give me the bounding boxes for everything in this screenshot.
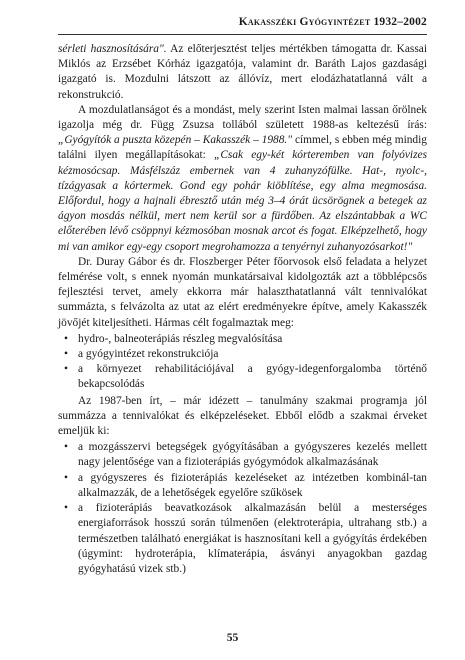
bullet-icon: • [64,441,68,454]
header-rule [58,34,427,35]
running-header [0,10,465,38]
list-item [58,501,427,577]
header-title: Kakasszéki Gyógyintézet 1932–2002 [238,16,427,28]
paragraph-2-text-2: címmel, s ebben még mindig találni ilyen megállapításokat: [58,134,427,162]
paragraph-2-title-quote: „Gyógyítók a puszta közepén – Kakasszék – 1988." [58,134,293,147]
list-item-text: a környezet rehabilitációjával a gyógy-idegenforgalomba történő bekapcsolódás [78,363,427,391]
paragraph-1-text: Az előterjesztést teljes mértékben támogatta dr. Kassai Miklós az Erzsébet Kórház igazgatója, valamint dr. Baráth Lajos gazdasági igazgató is. Mozdulni látszott az állóvíz, mert elodázhatatlanná vált a rekonstrukció. [58,43,428,101]
paragraph-2-quote: „Csak egy-két kórteremben van folyóvizes kézmosócsap. Másfélszáz embernek van 4 zuhanyzófülke. Hat-, nyolc-, tízágyasak a kórtermek. Gond egy pohár kiöblítése, egy alma megmosása. Előfordul, hogy a hajnali ébresztő után még 3–4 órát ücsörögnek a betegek az ágyon mosdás nélkül, mert nem kerül sor a fürdőben. Az elszántabbak a WC előterében lévő csöppnyi kézmosóban mosnak arcot és fogat. Elképzelhető, hogy mi van amikor egy-egy csoport megrohamozza a tenyérnyi zuhanyozósarkot!" [58,149,428,253]
arguments-list [58,440,427,577]
paragraph-1-italic-start: sérleti hasznosítására". [58,43,167,55]
paragraph-2-text-1: A mozdulatlanságot és a mondást, mely szerint Isten malmai lassan őrölnek igazolja még dr. Függ Zsuzsa tollából született 1988-as keltezésű írás: [58,103,427,132]
list-item-text: a mozgásszervi betegségek gyógyításában a gyógyszeres kezelés mellett nagy jelentősége van a fizioterápiás gyógymódok alkalmazásának [78,441,427,469]
list-item [58,347,427,362]
list-item [58,362,427,392]
bullet-icon: • [64,332,68,345]
bullet-icon: • [64,363,68,376]
paragraph-2 [58,103,427,255]
paragraph-4: Az 1987-ben írt, – már idézett – tanulmány szakmai programja jól summázza a tennivalókat és elképzeléseket. Ebből elődb a szakmai érveket emeljük ki: [58,394,427,438]
list-item-text: a gyógyszeres és fizioterápiás kezeléseket az intézetben kombinál-tan alkalmazzák, de a lehetőségek egyelőre szűkösek [78,471,427,499]
paragraph-1 [58,42,427,103]
list-item-text: a fizioterápiás beavatkozások alkalmazásán belül a mesterséges energiaforrások hosszú során túlmenően (elektroterápia, ultrahang stb.) a természetben található energiákat is hasznosítani kell a gyógyítás érdekében (úgymint: hydroterápia, klímaterápia, ásványi anyagokban gazdag gyógyhatású vizek stb.) [78,502,427,575]
bullet-icon: • [64,348,68,361]
bullet-icon: • [64,471,68,484]
paragraph-3: Dr. Duray Gábor és dr. Floszberger Péter főorvosok első feladata a helyzet felmérése volt, s ennek nyomán munkatársaival kidolgozták azt a többlépcsős fejlesztési tervet, amely ekkorra már halaszthatatlanná vált tennivalókat summázta, s felvázolta az utat az elért eredményekre építve, amely Kakasszék jövőjét kiteljesítheti. Hármas célt fogalmaztak meg: [58,255,427,329]
list-item-text: hydro-, balneoterápiás részleg megvalósítása [78,332,283,345]
goals-list [58,332,427,393]
list-item [58,440,427,470]
list-item [58,332,427,347]
list-item-text: a gyógyintézet rekonstrukciója [78,348,219,361]
list-item [58,471,427,501]
bullet-icon: • [64,502,68,515]
body-text [58,42,427,578]
page-number: 55 [226,632,239,644]
